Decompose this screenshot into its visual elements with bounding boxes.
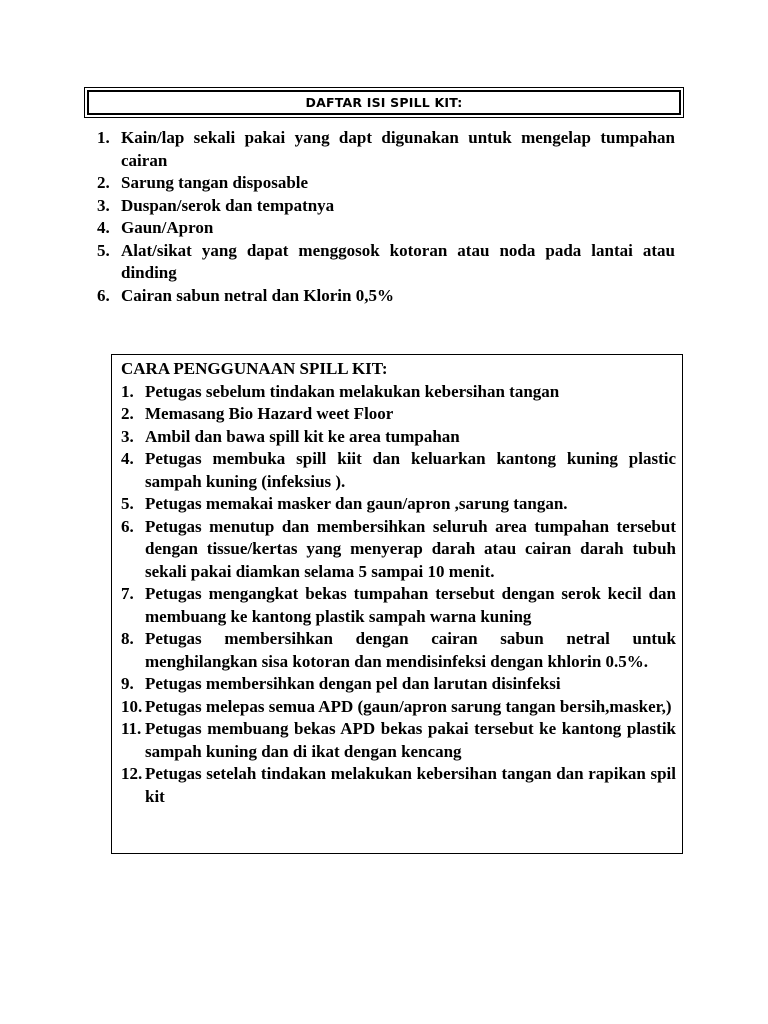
list-item: [121, 448, 676, 493]
list-text: Alat/sikat yang dapat menggosok kotoran atau noda pada lantai atau dinding: [121, 240, 675, 282]
list-item: [121, 583, 676, 628]
list-item: [121, 516, 676, 584]
list-item: [97, 240, 675, 285]
list-number: 6.: [97, 285, 110, 305]
list-text: Gaun/Apron: [121, 218, 214, 237]
step-number: 4.: [121, 449, 134, 468]
step-text: Petugas memakai masker dan gaun/apron ,sarung tangan.: [145, 494, 568, 513]
step-text: Petugas setelah tindakan melakukan kebersihan tangan dan rapikan spil kit: [145, 764, 676, 806]
step-text: Petugas membersihkan dengan cairan sabun netral untuk menghilangkan sisa kotoran dan mendisinfeksi dengan khlorin 0.5%.: [145, 629, 676, 671]
title-box: [84, 87, 684, 118]
list-item: [97, 127, 675, 172]
step-text: Ambil dan bawa spill kit ke area tumpahan: [145, 426, 460, 446]
step-text: Memasang Bio Hazard weet Floor: [145, 404, 394, 423]
list-number: 4.: [97, 218, 110, 237]
step-text: Petugas melepas semua APD (gaun/apron sarung tangan bersih,masker,): [145, 696, 672, 716]
step-number: 9.: [121, 674, 134, 693]
step-text: Petugas membersihkan dengan pel dan larutan disinfeksi: [145, 674, 561, 693]
list-text: Kain/lap sekali pakai yang dapt digunakan untuk mengelap tumpahan cairan: [121, 128, 675, 170]
usage-list: [121, 358, 676, 808]
list-number: 3.: [97, 195, 110, 215]
list-item: [121, 696, 676, 719]
step-number: 12.: [121, 764, 143, 783]
list-item: [121, 673, 676, 696]
step-text: Petugas membuang bekas APD bekas pakai tersebut ke kantong plastik sampah kuning dan di ikat dengan kencang: [145, 719, 676, 761]
step-text: Petugas sebelum tindakan melakukan kebersihan tangan: [145, 381, 560, 401]
step-number: 3.: [121, 426, 134, 446]
list-item: [121, 381, 676, 404]
usage-box: [111, 354, 683, 854]
list-item: [97, 285, 675, 308]
step-number: 10.: [121, 696, 143, 716]
list-text: Sarung tangan disposable: [121, 173, 309, 192]
list-item: [121, 426, 676, 449]
list-number: 5.: [97, 240, 110, 260]
list-text: Duspan/serok dan tempatnya: [121, 195, 335, 215]
contents-list: [97, 127, 675, 307]
step-number: 1.: [121, 381, 134, 401]
list-number: 2.: [97, 173, 110, 192]
step-text: Petugas mengangkat bekas tumpahan tersebut dengan serok kecil dan membuang ke kantong plastik sampah warna kuning: [145, 584, 676, 626]
list-item: [121, 493, 676, 516]
list-item: [121, 628, 676, 673]
step-number: 6.: [121, 516, 134, 536]
step-number: 7.: [121, 584, 134, 603]
usage-heading: CARA PENGGUNAAN SPILL KIT:: [121, 359, 388, 378]
list-item: [97, 217, 675, 240]
step-number: 5.: [121, 494, 134, 513]
step-number: 11.: [121, 719, 142, 738]
list-item: [121, 718, 676, 763]
page-title: DAFTAR ISI SPILL KIT:: [305, 95, 463, 110]
step-number: 8.: [121, 629, 134, 648]
list-item: [121, 403, 676, 426]
list-text: Cairan sabun netral dan Klorin 0,5%: [121, 285, 394, 305]
list-item: [121, 763, 676, 808]
list-number: 1.: [97, 128, 110, 147]
list-item: [97, 172, 675, 195]
list-item: [97, 195, 675, 218]
step-text: Petugas menutup dan membersihkan seluruh area tumpahan tersebut dengan tissue/kertas yang menyerap darah atau cairan darah tubuh sekali pakai diamkan selama 5 sampai 10 menit.: [145, 516, 676, 581]
step-number: 2.: [121, 404, 134, 423]
step-text: Petugas membuka spill kiit dan keluarkan kantong kuning plastic sampah kuning (infeksius ).: [145, 449, 676, 491]
